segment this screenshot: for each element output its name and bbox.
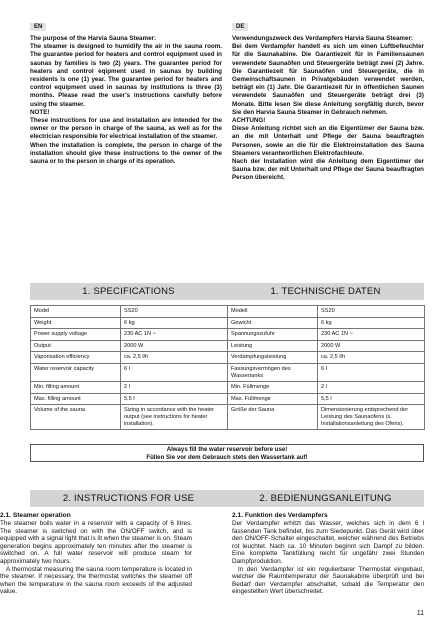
handover-text-de: Nach der Installation wird die Anleitung dem Eigentümer der Sauna bzw. der mit Unterhalt und Pflege der Sauna beauftragten Person übereicht. [232, 158, 424, 182]
purpose-text-de: Bei dem Verdampfer handelt es sich um einen Luftbefeuchter für die Saunakabine. Die Garantiezeit für in Familiensaunen verwendete Saunaöfen und Steuergeräte beträgt zwei (2) Jahre. Die Garantiezeit für Saunaöfen und Steuergeräte, die in Gemeinschaftsaunen in Privatgebäuden verwendet werden, beträgt ein (1) Jahr. Die Garantiezeit für in öffentlichen Saunen verwendete Saunaöfen und Steuergeräte beträgt drei (3) Monate. Bitte lesen Sie diese Anleitung sorgfältig durch, bevor Sie den Harvia Sauna Steamer in Gebrauch nehmen. [232, 43, 424, 116]
spec-value-en: 5,5 l [121, 393, 228, 405]
spec-value-en: 6 l [121, 363, 228, 381]
notice-text-de: Füllen Sie vor dem Gebrauch stets den Wassertank auf! [146, 453, 308, 461]
spec-row [31, 363, 425, 381]
spec-label-de: Max. Füllmenge [228, 393, 318, 405]
spec-label-de: Min. Füllmenge [228, 382, 318, 394]
spec-value-en: ca. 2,5 l/h [121, 352, 228, 364]
spec-label-de: Leistung [228, 340, 318, 352]
notice-text-en: Always fill the water reservoir before use! [166, 446, 288, 453]
steamer-operation-heading-en: 2.1. Steamer operation [0, 512, 71, 519]
spec-value-de: 6 l [318, 363, 425, 381]
spec-label-de: Größe der Sauna [228, 405, 318, 430]
spec-value-en: Sizing in accordance with the heater output (see instructions for heater installation). [121, 405, 228, 430]
fill-reservoir-notice [30, 444, 424, 462]
purpose-heading-de: Verwendungszweck des Verdampfers Harvia Sauna Steamer: [232, 35, 413, 42]
note-label-de: ACHTUNG! [232, 117, 266, 125]
spec-row [31, 352, 425, 364]
spec-row [31, 393, 425, 405]
specifications-title-de: 1. TECHNISCHE DATEN [270, 286, 381, 297]
note-label-en: NOTE! [30, 108, 50, 116]
handover-text-en: When the installation is complete, the person in charge of the installation should give these instructions to the owner of the sauna or to the person in charge of its operation. [30, 141, 222, 166]
spec-label-de: Fassungsvermögen des Wassertanks [228, 363, 318, 381]
page-number: 11 [416, 610, 424, 617]
language-tab-en: EN [30, 23, 46, 31]
spec-label-en: Model [31, 306, 121, 318]
spec-row [31, 329, 425, 341]
spec-value-en: 6 kg [121, 317, 228, 329]
spec-row [31, 405, 425, 430]
spec-label-en: Vaporisation efficiency [31, 352, 121, 364]
spec-label-en: Volume of the sauna [31, 405, 121, 430]
spec-value-de: 5,5 l [318, 393, 425, 405]
spec-value-en: SS20 [121, 306, 228, 318]
spec-value-de: SS20 [318, 306, 425, 318]
intro-column-en [30, 15, 222, 166]
intro-column-de [232, 15, 424, 183]
specifications-table [30, 305, 425, 430]
steamer-operation-heading-de: 2.1. Funktion des Verdampfers [232, 512, 328, 519]
spec-value-de: 6 kg [318, 317, 425, 329]
spec-label-de: Verdampfungsleistung [228, 352, 318, 364]
steamer-operation-text-de: Der Verdampfer erhitzt das Wasser, welches sich in dem 6 l fassenden Tank befindet, bis zum Siedepunkt. Das Gerät wird über den ON/OFF-Schalter eingeschaltet, welcher während des Betriebs rot leuchtet. Nach ca. 10 Minuten beginnt sich Dampf zu bilden. Eine komplette Tankfüllung reicht für ungefähr zwei Stunden Dampfproduktion. [232, 520, 424, 565]
spec-label-en: Water reservoir capacity [31, 363, 121, 381]
spec-value-en: 2 l [121, 382, 228, 394]
purpose-heading-en: The purpose of the Harvia Sauna Steamer: [30, 35, 157, 42]
instructions-title-de: 2. BEDIENUNGSANLEITUNG [259, 493, 392, 504]
audience-text-en: These instructions for use and installation are intended for the owner or the person in charge of the sauna, as well as for the electrician responsible for electrical installation of the steamer. [30, 117, 222, 141]
spec-label-en: Weight [31, 317, 121, 329]
steamer-operation-text-en: The steamer boils water in a reservoir with a capacity of 6 litres. The steamer is switched on with the ON/OFF switch, and is equipped with a signal light that is lit when the steamer is on. Steam generation begins approximately ten minutes after the steamer is switched on. A full water reservoir will produce steam for approximately two hours. [0, 520, 192, 565]
language-tab-de: DE [232, 23, 248, 31]
instructions-header-band [30, 490, 424, 507]
spec-row [31, 382, 425, 394]
specifications-header-band [30, 283, 424, 300]
spec-value-de: Dimensionierung entsprechend der Leistung des Saunaofens (s. Installationsanleitung des Ofens). [318, 405, 425, 430]
spec-label-de: Gewicht [228, 317, 318, 329]
spec-value-de: ca. 2,5 l/h [318, 352, 425, 364]
spec-label-de: Modell [228, 306, 318, 318]
specifications-title-en: 1. SPECIFICATIONS [82, 286, 175, 297]
purpose-text-en: The steamer is designed to humidify the air in the sauna room. The guarantee period for heaters and control equipment used in saunas by families is two (2) years. The guarantee period for heaters and control eqipment used in saunas by building residents is one (1) year. The guarantee period for heaters and control equipment used in saunas by institutions is three (3) months. Please read the user's instructions carefully before using the steamer. [30, 43, 222, 108]
spec-label-en: Output [31, 340, 121, 352]
spec-value-de: 2 l [318, 382, 425, 394]
spec-label-en: Max. filling amount [31, 393, 121, 405]
instructions-title-en: 2. INSTRUCTIONS FOR USE [62, 493, 195, 504]
spec-row [31, 306, 425, 318]
spec-label-en: Min. filling amount [31, 382, 121, 394]
spec-row [31, 317, 425, 329]
instructions-column-de [232, 512, 424, 596]
spec-label-en: Power supply voltage [31, 329, 121, 341]
audience-text-de: Diese Anleitung richtet sich an die Eigentümer der Sauna bzw. an die mit Unterhalt und Pflege der Sauna beauftragten Personen, sowie an die für die Elektroinstallation des Sauna Steamers verantwortlichen Elektrofachleute. [232, 125, 424, 157]
thermostat-text-en: A thermostat measuring the sauna room temperature is located in the steamer. If necessary, the thermostat switches the steamer off when the temperature in the sauna room exceeds of the adjusted value. [0, 565, 192, 596]
spec-value-de: 2000 W [318, 340, 425, 352]
spec-value-en: 230 AC 1N ~ [121, 329, 228, 341]
spec-value-en: 2000 W [121, 340, 228, 352]
spec-value-de: 230 AC 1N ~ [318, 329, 425, 341]
spec-label-de: Spannungszufuhr [228, 329, 318, 341]
instructions-column-en [0, 512, 192, 596]
thermostat-text-de: In den Verdampfer ist ein regulierbarer Thermostat eingebaut, welcher die Raumtemperatur der Saunakabine überprüft und bei Bedarf den Verdampfer abschaltet, sobald die Temperatur den eingestellten Wert überschreitet. [232, 565, 424, 596]
spec-row [31, 340, 425, 352]
